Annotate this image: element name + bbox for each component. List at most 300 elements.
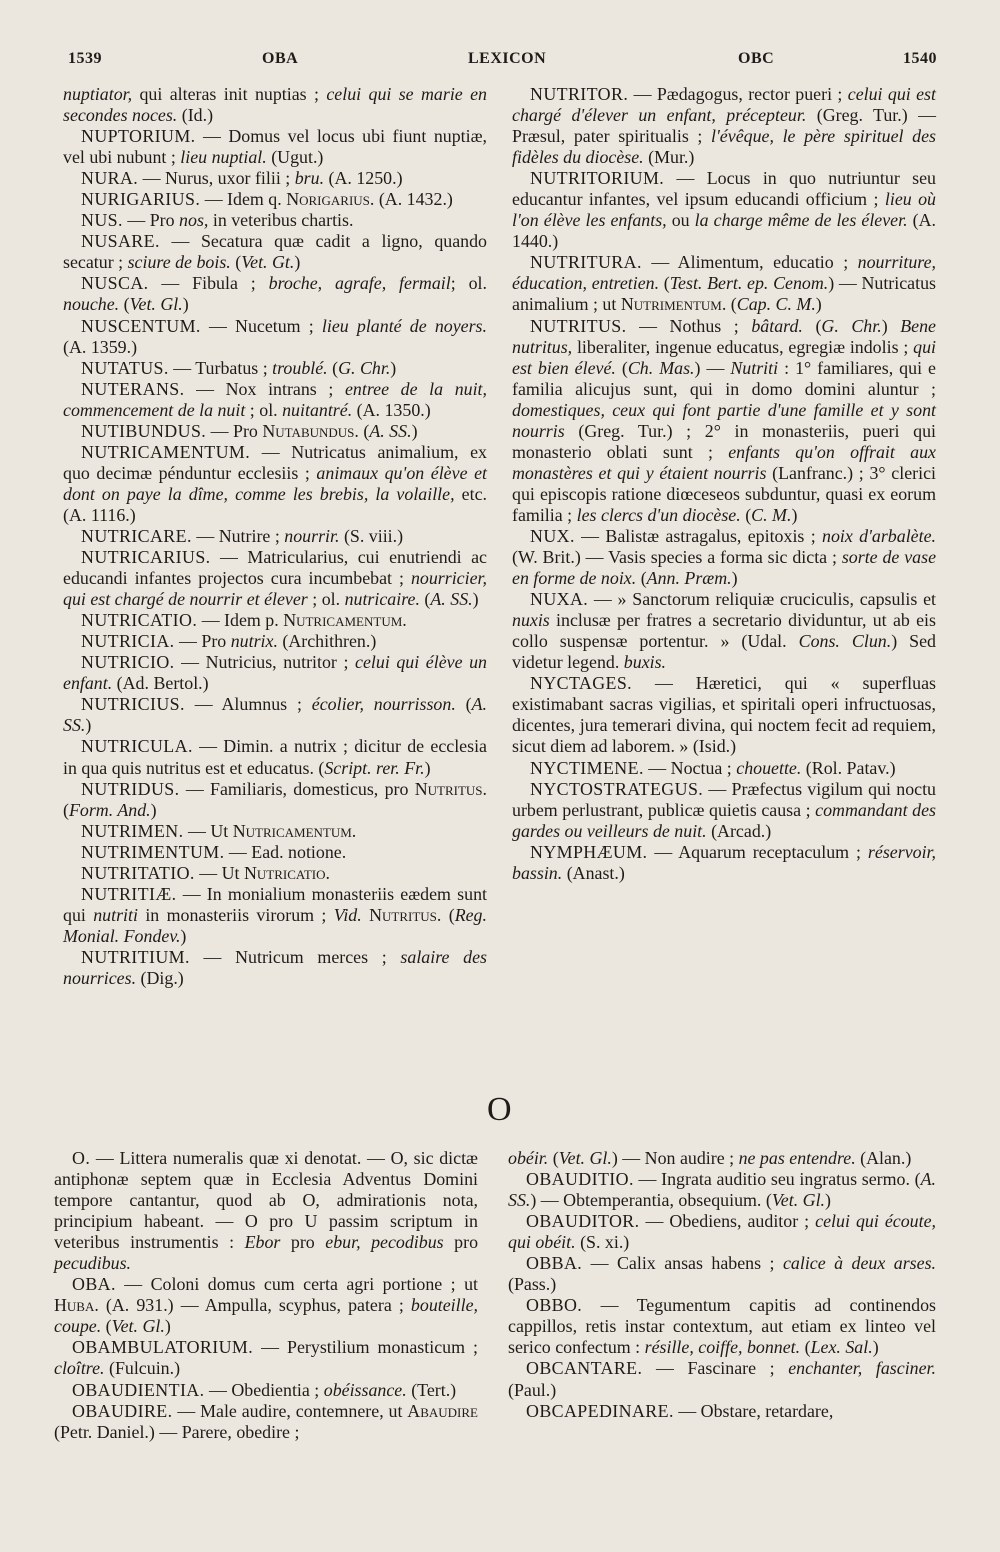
entry-text: (	[726, 294, 737, 315]
entry-text: pro	[280, 1232, 326, 1253]
headword: NUTRITIUM.	[81, 946, 190, 967]
entry-text: (Greg. Tur.) — Præsul, pater spiritualis ;	[512, 105, 937, 147]
italic-text: Ch. Mas.	[627, 357, 695, 378]
dictionary-entry	[63, 273, 487, 315]
italic-text: A. SS.	[369, 420, 412, 441]
italic-text: enchanter, fasciner.	[788, 1358, 936, 1379]
entry-text: inclusæ per fratres a secretario dividuntur, ut ab eis collo suspensæ portentur. » (Udal.	[512, 610, 936, 652]
headword: NUTRITIÆ.	[81, 883, 177, 904]
dictionary-entry	[54, 1401, 478, 1443]
dictionary-entry	[63, 694, 487, 736]
dictionary-entry	[63, 168, 487, 189]
entry-text: (Tert.)	[406, 1379, 457, 1400]
entry-text: )	[150, 799, 157, 820]
headword: NUTRICIO.	[81, 652, 175, 673]
entry-text: — Locus in quo nutriuntur seu educantur infantes, vel ipsum educandi officium ;	[512, 168, 936, 210]
entry-text: ou	[666, 210, 695, 231]
entry-text: — Nutricatus animalium, ex quo decimæ pénduntur ecclesiis ;	[63, 441, 487, 483]
entry-text: (	[101, 1316, 112, 1337]
entry-text: (A. 931.) — Ampulla, scyphus, patera ;	[98, 1295, 411, 1316]
italic-text: Reg. Monial. Fondev.	[63, 904, 487, 946]
entry-text: — Balistæ astragalus, epitoxis ;	[574, 525, 822, 546]
italic-text: l'évêque, le père spirituel des fidèles du diocèse.	[512, 126, 936, 168]
dictionary-entry	[508, 1169, 936, 1211]
italic-text: nutrix.	[230, 631, 278, 652]
headword: NUTRITORIUM.	[530, 168, 665, 189]
dictionary-entry	[63, 526, 487, 547]
headword: NYCTIMENE.	[530, 757, 644, 778]
italic-text: sciure de bois.	[127, 252, 231, 273]
entry-text: (A. 1440.)	[512, 210, 936, 252]
entry-text: — Nutricius, nutritor ;	[174, 652, 356, 673]
italic-text: Lex. Sal.	[810, 1337, 873, 1358]
entry-text: — Ut	[194, 862, 244, 883]
headword: O.	[72, 1148, 91, 1168]
entry-text: — Nutricum merces ;	[189, 946, 401, 967]
entry-text: )	[390, 357, 397, 378]
dictionary-entry	[63, 358, 487, 379]
dictionary-entry	[63, 379, 487, 421]
left-running-head: OBA	[262, 50, 299, 67]
entry-text: — Nothus ;	[626, 315, 752, 336]
dictionary-entry	[63, 779, 487, 821]
dictionary-entry	[63, 736, 487, 778]
italic-text: écolier, nourrisson.	[311, 694, 456, 715]
headword: NUTRICAMENTUM.	[81, 441, 251, 462]
entry-text: — Nutrire ;	[191, 525, 285, 546]
smallcaps-text: Nutricamentum.	[232, 820, 357, 841]
headword: NUSCENTUM.	[81, 315, 201, 336]
entry-text: — Coloni domus cum certa agri portione ; ut	[115, 1274, 478, 1295]
italic-text: A. SS.	[63, 694, 488, 736]
entry-text: — Fascinare ;	[642, 1358, 789, 1379]
smallcaps-text: Nutricamentum.	[283, 610, 407, 631]
entry-text: — Familiaris, domesticus, pro	[179, 778, 415, 799]
italic-text: qui est bien élevé.	[512, 336, 936, 378]
entry-text: — Obedientia ;	[204, 1379, 324, 1400]
entry-text: (A. 1250.)	[324, 168, 403, 189]
smallcaps-text: Nutrimentum.	[620, 294, 727, 315]
italic-text: celui qui est chargé d'élever un enfant, précepteur.	[512, 84, 936, 126]
entry-text: (Fulcuin.)	[104, 1358, 181, 1379]
entry-text: — Turbatus ;	[168, 357, 273, 378]
entry-text: — Noctua ;	[643, 757, 737, 778]
entry-text: (Anast.)	[562, 862, 625, 883]
headword: NUTATUS.	[81, 357, 169, 378]
entry-text: )	[164, 1316, 171, 1337]
headword: NURIGARIUS.	[81, 189, 201, 210]
entry-text: (Lanfranc.) ; 3° clerici qui episcopis ratione diœceseos subduntur, quasi ex eorum familia ;	[512, 462, 936, 525]
dictionary-entry	[63, 231, 487, 273]
smallcaps-text: Nutritus.	[414, 778, 487, 799]
headword: NUTRITOR.	[530, 84, 629, 104]
italic-text: noix d'arbalète.	[822, 525, 936, 546]
dictionary-entry	[508, 1148, 936, 1169]
entry-text: (	[230, 252, 242, 273]
italic-text: obéir.	[508, 1148, 549, 1168]
italic-text: Ann. Præm.	[646, 568, 732, 589]
entry-text: )	[791, 504, 798, 525]
entry-text: (Rol. Patav.)	[801, 757, 896, 778]
headword: NUTRICIA.	[81, 631, 175, 652]
entry-text: — Nurus, uxor filii ;	[138, 168, 295, 189]
headword: OBAUDIENTIA.	[72, 1379, 205, 1400]
headword: NUTRIDUS.	[81, 778, 180, 799]
italic-text: nuitantré.	[282, 399, 353, 420]
smallcaps-text: Norigarius.	[286, 189, 375, 210]
dictionary-entry	[63, 421, 487, 442]
entry-text: — Perystilium monasticum ;	[253, 1337, 478, 1358]
entry-text: (Archithren.)	[277, 631, 377, 652]
italic-text: réservoir, bassin.	[512, 841, 936, 883]
dictionary-entry	[63, 84, 487, 126]
entry-text: )	[731, 568, 738, 589]
section-letter-heading: O	[487, 1091, 512, 1128]
entry-text: (Mur.)	[643, 147, 695, 168]
entry-text: (Paul.)	[508, 1379, 557, 1400]
entry-text: — Pædagogus, rector pueri ;	[628, 84, 848, 104]
headword: OBCANTARE.	[526, 1358, 643, 1379]
entry-text: (A. 1359.)	[63, 336, 138, 357]
headword: OBA.	[72, 1274, 116, 1295]
dictionary-entry	[512, 758, 936, 779]
entry-text: (S. viii.)	[339, 525, 404, 546]
entry-text: (Id.)	[177, 105, 214, 126]
entry-text: — Male audire, contemnere, ut	[172, 1400, 408, 1421]
dictionary-entry	[508, 1295, 936, 1358]
italic-text: bâtard.	[751, 315, 803, 336]
entry-text: (	[358, 420, 370, 441]
italic-text: A. SS.	[430, 589, 473, 610]
entry-text: — Tegumentum capitis ad continendos cappillos, retis instar contextum, aut etiam ex linteo vel serico confectum :	[508, 1295, 936, 1358]
headword: NURA.	[81, 168, 139, 189]
italic-text: Vet. Gl.	[111, 1316, 165, 1337]
entry-text: ) Sed videtur legend.	[512, 631, 936, 673]
italic-text: la charge même de les élever.	[694, 210, 908, 231]
italic-text: G. Chr.	[338, 357, 391, 378]
italic-text: Vet. Gl.	[558, 1148, 612, 1168]
entry-text: (	[441, 904, 455, 925]
headword: OBAUDIRE.	[72, 1400, 173, 1421]
entry-text: — Nox intrans ;	[184, 378, 345, 399]
column-lower-right	[508, 1148, 936, 1422]
entry-text: — Aquarum receptaculum ;	[647, 841, 868, 862]
italic-text: Bene nutritus,	[512, 315, 936, 357]
headword: NUPTORIUM.	[81, 126, 196, 147]
headword: NUTRITATIO.	[81, 862, 195, 883]
italic-text: nos,	[179, 210, 209, 231]
italic-text: celui qui élève un enfant.	[63, 652, 487, 694]
entry-text: (	[740, 504, 752, 525]
entry-text: ) — Non audire ;	[611, 1148, 739, 1168]
smallcaps-text: Nutricatio.	[243, 862, 330, 883]
italic-text: A. SS.	[508, 1169, 936, 1211]
entry-text: : 1° familiares, qui e familia alicujus sunt, qui in domo domini aluntur ;	[512, 357, 936, 399]
entry-text: — Pro	[206, 420, 263, 441]
entry-text: qui alteras init nuptias ;	[132, 84, 327, 104]
entry-text: — Dimin. a nutrix ; dicitur de ecclesia in qua quis nutritus est et educatus. (	[63, 736, 487, 778]
italic-text: Cons. Clun.	[798, 631, 892, 652]
italic-text: Vet. Gt.	[241, 252, 295, 273]
entry-text: liberaliter, ingenue educatus, egregiæ indolis ;	[572, 336, 914, 357]
entry-text: — Obediens, auditor ;	[639, 1211, 816, 1232]
dictionary-entry	[63, 631, 487, 652]
dictionary-entry	[63, 442, 487, 526]
dictionary-entry	[512, 842, 936, 884]
entry-text: (	[548, 1148, 559, 1168]
entry-text: (	[800, 1337, 811, 1358]
column-upper-left	[63, 84, 487, 989]
entry-text: )	[85, 715, 92, 736]
entry-text: (Ugut.)	[266, 147, 324, 168]
italic-text: nourricier, qui est chargé de nourrir et élever	[63, 568, 487, 610]
entry-text: (	[327, 357, 339, 378]
headword: NUS.	[81, 210, 123, 231]
entry-text: (Petr. Daniel.) — Parere, obedire ;	[54, 1421, 300, 1442]
dictionary-entry	[54, 1337, 478, 1379]
entry-text: — Præfectus vigilum qui noctu urbem perlustrant, publicæ quietis causa ;	[512, 778, 936, 820]
italic-text: Vet. Gl.	[129, 294, 183, 315]
italic-text: G. Chr.	[821, 315, 882, 336]
entry-text: — » Sanctorum reliquiæ cruciculis, capsulis et	[588, 589, 936, 610]
italic-text: Form. And.	[68, 799, 151, 820]
dictionary-entry	[63, 547, 487, 610]
italic-text: troublé.	[272, 357, 328, 378]
entry-text: (A. 1432.)	[374, 189, 453, 210]
italic-text: salaire des nourrices.	[63, 946, 487, 988]
headword: NYCTOSTRATEGUS.	[530, 778, 704, 799]
entry-text: — Ead. notione.	[224, 841, 347, 862]
headword: NUTRIMENTUM.	[81, 841, 225, 862]
dictionary-entry	[512, 316, 936, 526]
dictionary-entry	[63, 821, 487, 842]
entry-text: ) —	[694, 357, 731, 378]
italic-text: bouteille, coupe.	[54, 1295, 478, 1337]
italic-text: ne pas entendre.	[738, 1148, 856, 1168]
entry-text: — Secatura quæ cadit a ligno, quando secatur ;	[63, 231, 487, 273]
italic-text: C. M.	[751, 504, 792, 525]
entry-text: — In monialium monasteriis eædem sunt qui	[63, 883, 487, 925]
italic-text: Vet. Gl.	[771, 1190, 826, 1211]
headword: OBBA.	[526, 1253, 583, 1274]
entry-text: (	[636, 568, 647, 589]
headword: OBBO.	[526, 1295, 583, 1316]
entry-text: (	[659, 273, 670, 294]
italic-text: Script. rer. Fr.	[324, 757, 425, 778]
dictionary-entry	[63, 863, 487, 884]
dictionary-entry	[512, 779, 936, 842]
entry-text: )	[180, 925, 187, 946]
entry-text: — Matricularius, cui enutriendi ac educandi infantes projectos cura incumbebat ;	[63, 547, 487, 589]
headword: NUTRICIUS.	[81, 694, 185, 715]
italic-text: celui qui se marie en secondes noces.	[63, 84, 487, 126]
dictionary-entry	[63, 884, 487, 947]
italic-text: pecudibus.	[54, 1253, 132, 1274]
headword: OBCAPEDINARE.	[526, 1400, 674, 1421]
italic-text: cloître.	[54, 1358, 105, 1379]
italic-text: nourriture, éducation, entretien.	[512, 252, 936, 294]
entry-text: (Dig.)	[136, 967, 184, 988]
italic-text: entree de la nuit, commencement de la nuit	[63, 378, 487, 420]
italic-text: résille, coiffe, bonnet.	[644, 1337, 801, 1358]
headword: NUXA.	[530, 589, 589, 610]
entry-text: )	[825, 1190, 831, 1211]
headword: NYMPHÆUM.	[530, 841, 648, 862]
headword: NUTIBUNDUS.	[81, 420, 207, 441]
entry-text: )	[182, 294, 189, 315]
dictionary-entry	[512, 673, 936, 757]
headword: NUTRITUS.	[530, 315, 627, 336]
entry-text: — Obstare, retardare,	[673, 1400, 834, 1421]
entry-text: — Pro	[122, 210, 180, 231]
headword: OBAMBULATORIUM.	[72, 1337, 254, 1358]
center-running-head: LEXICON	[468, 50, 547, 67]
entry-text: ; ol.	[307, 589, 345, 610]
entry-text: — Littera numeralis quæ xi denotat. — O, sic dictæ antiphonæ septem quæ in Ecclesia Adventus Domini tempore cantantur, quod ab O, admirationis nota, principium habeant. — O pro U passim scriptum in veteribus instrumentis :	[54, 1148, 478, 1253]
entry-text: — Calix ansas habens ;	[582, 1253, 783, 1274]
entry-text: — Nucetum ;	[200, 315, 322, 336]
entry-text: — Pro	[174, 631, 231, 652]
dictionary-entry	[63, 126, 487, 168]
entry-text: )	[411, 420, 418, 441]
italic-text: animaux qu'on élève et dont on paye la dîme, comme les brebis, la volaille,	[63, 462, 487, 504]
entry-text: in monasteriis virorum ;	[137, 904, 334, 925]
entry-text: ) — Obtemperantia, obsequium. (	[530, 1190, 772, 1211]
italic-text: nutriti	[93, 904, 138, 925]
dictionary-entry	[54, 1380, 478, 1401]
entry-text: (	[119, 294, 130, 315]
italic-text: nutricaire.	[344, 589, 420, 610]
entry-text: — Idem p.	[197, 610, 284, 631]
headword: NUX.	[530, 525, 575, 546]
entry-text: in veteribus chartis.	[208, 210, 354, 231]
italic-text: bru.	[294, 168, 325, 189]
italic-text: Nutriti	[730, 357, 779, 378]
entry-text: pro	[443, 1232, 479, 1253]
entry-text: (	[455, 694, 472, 715]
headword: NUSCA.	[81, 273, 149, 294]
entry-text: — Ut	[183, 820, 233, 841]
entry-text: — Alumnus ;	[184, 694, 312, 715]
smallcaps-text: Nutritus.	[369, 904, 442, 925]
entry-text: )	[424, 757, 431, 778]
entry-text: (Pass.)	[508, 1274, 557, 1295]
headword: NUTRICULA.	[81, 736, 193, 757]
dictionary-entry	[512, 252, 936, 315]
dictionary-entry	[63, 652, 487, 694]
entry-text: (Arcad.)	[706, 820, 772, 841]
entry-text: (A. 1350.)	[352, 399, 431, 420]
entry-text	[362, 905, 369, 925]
italic-text: nourrir.	[284, 525, 340, 546]
entry-text: — Idem q.	[200, 189, 287, 210]
dictionary-entry	[63, 189, 487, 210]
headword: NUSARE.	[81, 231, 160, 252]
entry-text: (	[63, 799, 69, 820]
italic-text: ebur, pecodibus	[325, 1232, 444, 1253]
entry-text: — Alimentum, educatio ;	[641, 252, 858, 273]
entry-text: ; ol.	[450, 273, 487, 294]
italic-text: Test. Bert. ep. Cenom.	[669, 273, 829, 294]
headword: NYCTAGES.	[530, 673, 633, 694]
headword: NUTRICATIO.	[81, 610, 198, 631]
italic-text: nouche.	[63, 294, 120, 315]
italic-text: broche, agrafe, fermail	[268, 273, 451, 294]
dictionary-entry	[54, 1148, 478, 1274]
italic-text: Ebor	[244, 1232, 281, 1253]
dictionary-entry	[512, 168, 936, 252]
entry-text: — Hæretici, qui « superfluas existimabant sacras vigilias, et spiritali operi infructuosas, dicentes, jura temerari divina, qui noctem fecit ad requiem, sicut diem ad laborem. » (Isid.)	[512, 673, 936, 757]
headword: NUTRICARE.	[81, 525, 192, 546]
entry-text: (Ad. Bertol.)	[112, 673, 209, 694]
entry-text: (W. Brit.) — Vasis species a forma sic dicta ;	[512, 547, 842, 568]
italic-text: Vid.	[333, 904, 362, 925]
column-lower-left	[54, 1148, 478, 1443]
italic-text: sorte de vase en forme de noix.	[512, 547, 937, 589]
entry-text: )	[294, 252, 301, 273]
headword: NUTERANS.	[81, 378, 185, 399]
left-page-number: 1539	[68, 50, 102, 67]
entry-text: )	[872, 1337, 879, 1358]
entry-text: )	[881, 315, 901, 336]
entry-text: etc. (A. 1116.)	[63, 483, 487, 525]
smallcaps-text: Abaudire	[407, 1400, 478, 1421]
entry-text: (	[802, 315, 822, 336]
entry-text: (Alan.)	[855, 1148, 912, 1168]
entry-text: )	[472, 589, 479, 610]
entry-text: (Greg. Tur.) ; 2° in monasteriis, pueri qui monasterio oblati sunt ;	[512, 420, 936, 462]
dictionary-entry	[508, 1253, 936, 1295]
italic-text: obéissance.	[323, 1379, 407, 1400]
entry-text: )	[815, 294, 822, 315]
italic-text: nuptiator,	[63, 84, 133, 104]
dictionary-entry	[63, 210, 487, 231]
dictionary-entry	[512, 589, 936, 673]
italic-text: Cap. C. M.	[736, 294, 816, 315]
dictionary-entry	[63, 842, 487, 863]
dictionary-entry	[63, 316, 487, 358]
italic-text: calice à deux arses.	[782, 1253, 937, 1274]
italic-text: lieu nuptial.	[180, 147, 267, 168]
dictionary-entry	[63, 610, 487, 631]
entry-text: — Domus vel locus ubi fiunt nuptiæ, vel ubi nubunt ;	[63, 126, 487, 168]
headword: NUTRITURA.	[530, 252, 642, 273]
italic-text: commandant des gardes ou veilleurs de nuit.	[512, 799, 936, 841]
italic-text: enfants qu'on offrait aux monastères et qui y étaient nourris	[512, 441, 936, 483]
entry-text: — Ingrata auditio seu ingratus sermo. (	[633, 1169, 921, 1190]
entry-text: (S. xi.)	[575, 1232, 630, 1253]
right-page-number: 1540	[903, 50, 937, 67]
entry-text: — Fibula ;	[148, 273, 269, 294]
column-upper-right	[512, 84, 936, 884]
italic-text: buxis.	[623, 652, 667, 673]
headword: OBAUDITIO.	[526, 1169, 634, 1190]
dictionary-entry	[512, 84, 936, 168]
dictionary-entry	[54, 1274, 478, 1337]
italic-text: les clercs d'un diocèse.	[576, 504, 741, 525]
italic-text: lieu où l'on élève les enfants,	[512, 189, 936, 231]
italic-text: celui qui écoute, qui obéit.	[508, 1211, 936, 1253]
right-running-head: OBC	[738, 50, 775, 67]
dictionary-entry	[508, 1358, 936, 1400]
dictionary-entry	[508, 1401, 936, 1422]
italic-text: nuxis	[512, 610, 550, 631]
italic-text: domestiques, ceux qui font partie d'une famille et y sont nourris	[512, 399, 936, 441]
italic-text: lieu planté de noyers.	[321, 315, 487, 336]
smallcaps-text: Huba.	[54, 1295, 99, 1316]
headword: OBAUDITOR.	[526, 1211, 640, 1232]
headword: NUTRICARIUS.	[81, 547, 211, 568]
